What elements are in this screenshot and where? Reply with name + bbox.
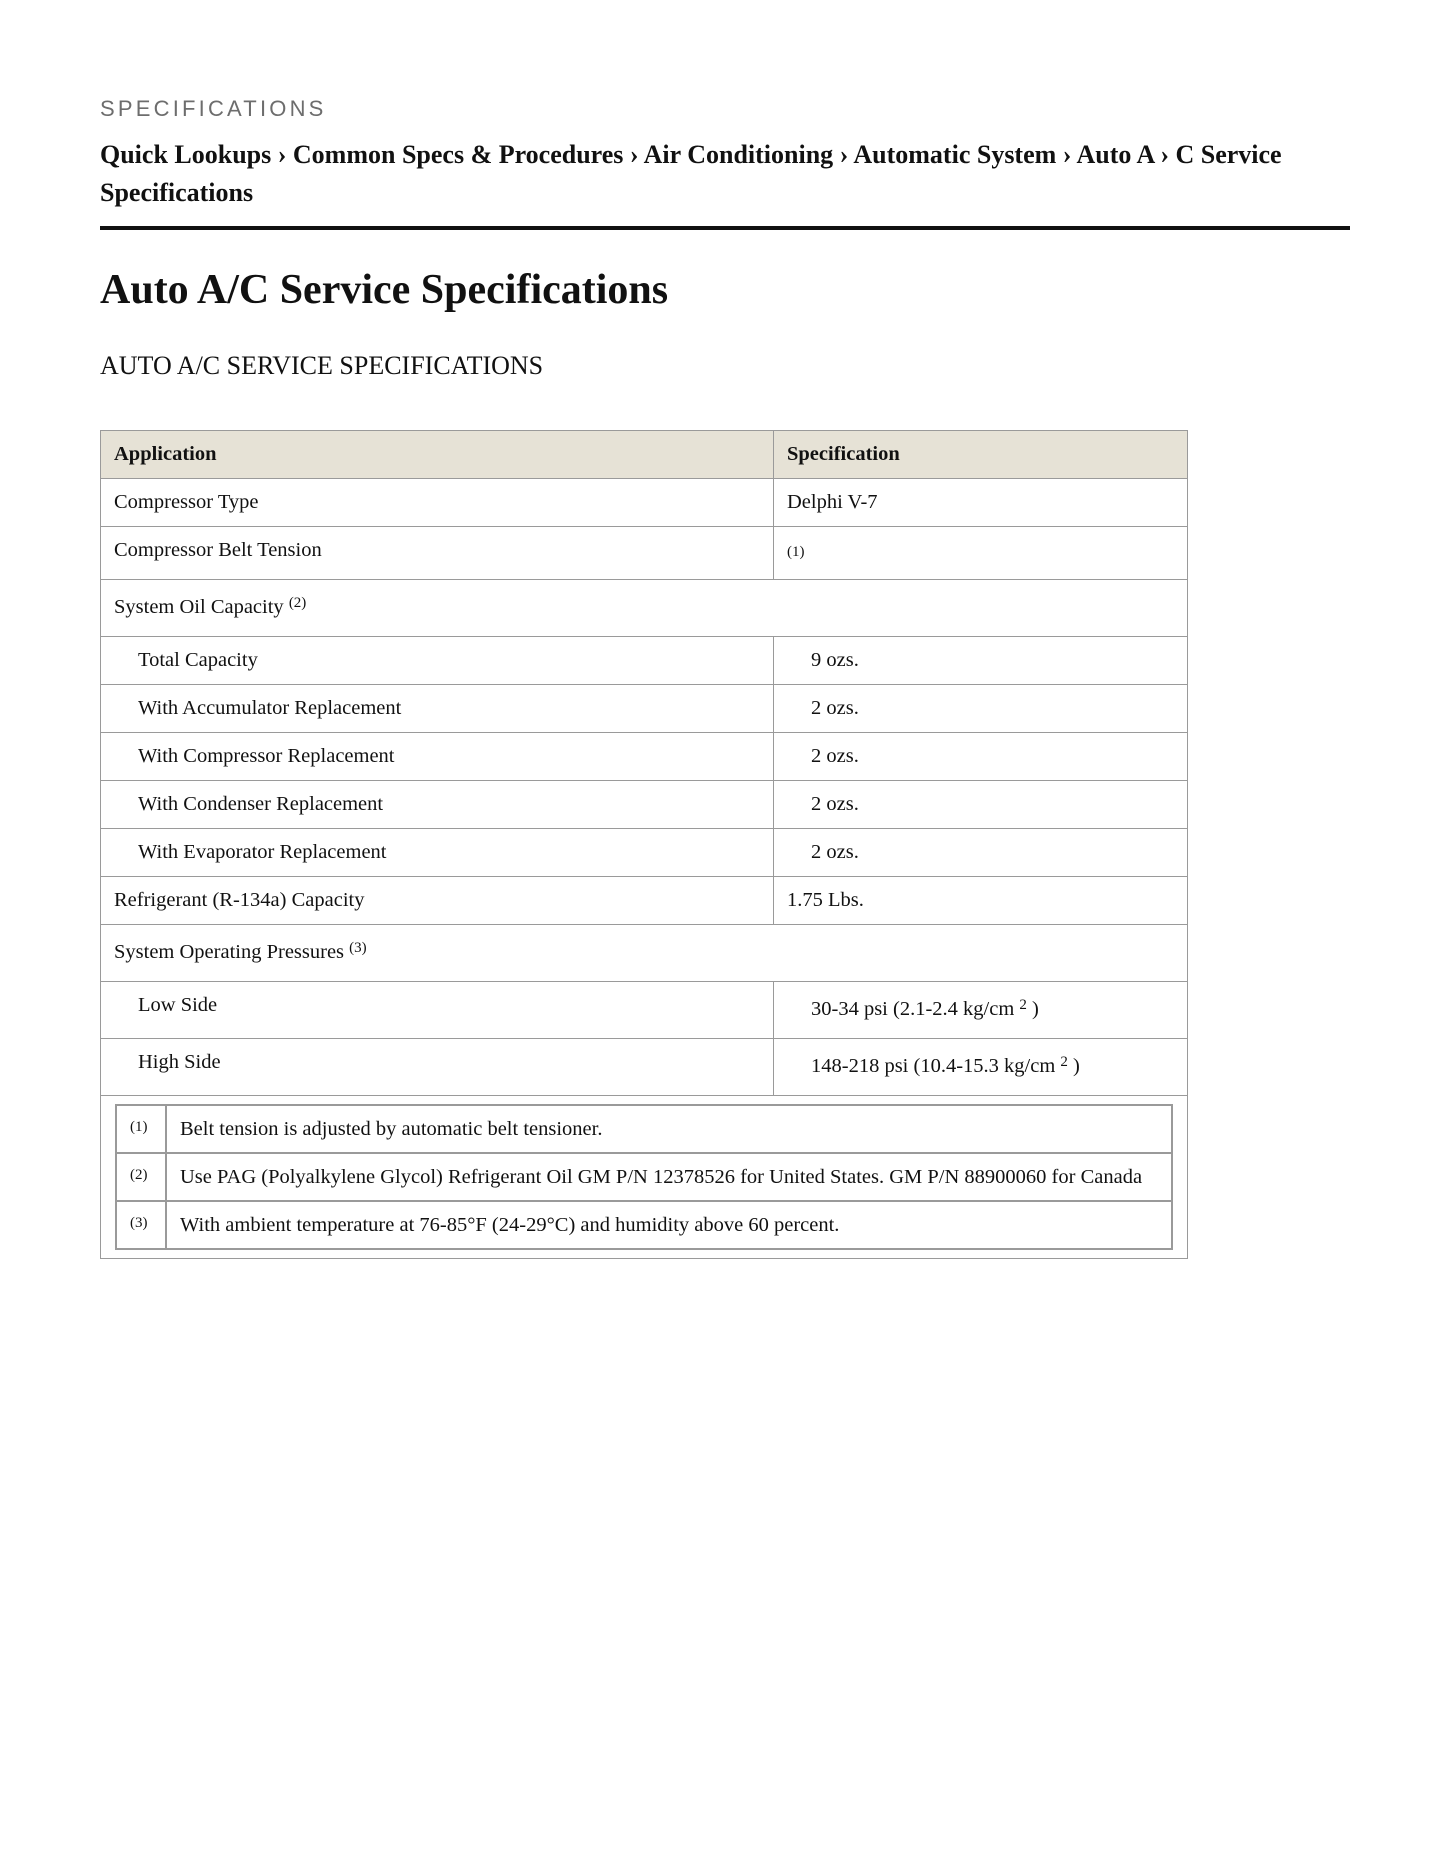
application-cell: With Evaporator Replacement: [101, 829, 774, 877]
footnote-ref: (3): [349, 940, 367, 956]
specification-cell: 2 ozs.: [774, 685, 1188, 733]
footnotes-table: [115, 1104, 1173, 1250]
group-heading-label: System Oil Capacity: [114, 596, 284, 618]
table-row: [101, 982, 1188, 1039]
breadcrumb: Quick Lookups › Common Specs & Procedures › Air Conditioning › Automatic System › Auto A › C Service Specifications: [100, 140, 1282, 207]
application-cell: Total Capacity: [101, 637, 774, 685]
specification-cell: 2 ozs.: [774, 733, 1188, 781]
section-kicker: SPECIFICATIONS: [100, 96, 327, 121]
footnote-marker: (2): [116, 1153, 166, 1201]
application-cell: With Condenser Replacement: [101, 781, 774, 829]
group-heading-cell: [101, 925, 1188, 982]
application-cell: Compressor Type: [101, 479, 774, 527]
table-row: [101, 637, 1188, 685]
application-cell: Compressor Belt Tension: [101, 527, 774, 580]
superscript: 2: [1060, 1054, 1068, 1070]
specification-cell: 1.75 Lbs.: [774, 877, 1188, 925]
group-heading-label: System Operating Pressures: [114, 941, 345, 963]
specification-cell: 2 ozs.: [774, 781, 1188, 829]
column-header-application: Application: [101, 431, 774, 479]
table-header-row: [101, 431, 1188, 479]
specification-cell: 2 ozs.: [774, 829, 1188, 877]
footnote-text: Belt tension is adjusted by automatic belt tensioner.: [166, 1105, 1172, 1153]
column-header-specification: Specification: [774, 431, 1188, 479]
footnote-row: [116, 1201, 1172, 1249]
application-cell: Refrigerant (R-134a) Capacity: [101, 877, 774, 925]
specification-cell: 9 ozs.: [774, 637, 1188, 685]
table-row: [101, 877, 1188, 925]
footnotes-cell: [101, 1096, 1188, 1259]
footnote-row: [116, 1105, 1172, 1153]
specification-cell: [774, 982, 1188, 1039]
spec-value: 30-34 psi (2.1-2.4 kg/cm: [811, 998, 1015, 1020]
application-cell: With Accumulator Replacement: [101, 685, 774, 733]
table-row: [101, 1039, 1188, 1096]
spec-value-end: ): [1032, 998, 1039, 1020]
page-title: Auto A/C Service Specifications: [100, 267, 669, 313]
footnote-marker: (3): [116, 1201, 166, 1249]
table-row: [101, 733, 1188, 781]
table-group-row: [101, 580, 1188, 637]
spec-value-end: ): [1073, 1055, 1080, 1077]
specification-cell: [774, 1039, 1188, 1096]
specification-cell: [774, 527, 1188, 580]
footnote-marker: (1): [116, 1105, 166, 1153]
footnote-text: With ambient temperature at 76-85°F (24-29°C) and humidity above 60 percent.: [166, 1201, 1172, 1249]
application-cell: Low Side: [101, 982, 774, 1039]
application-cell: High Side: [101, 1039, 774, 1096]
table-row: [101, 829, 1188, 877]
footnotes-row: [101, 1096, 1188, 1259]
specification-cell: Delphi V-7: [774, 479, 1188, 527]
table-row: [101, 479, 1188, 527]
superscript: 2: [1019, 997, 1027, 1013]
header-divider: [100, 226, 1350, 230]
table-row: [101, 781, 1188, 829]
footnote-ref: (2): [288, 595, 307, 611]
footnote-text: Use PAG (Polyalkylene Glycol) Refrigerant Oil GM P/N 12378526 for United States. GM P/N 88900060 for Canada: [166, 1153, 1172, 1201]
table-row: [101, 527, 1188, 580]
page-subtitle: AUTO A/C SERVICE SPECIFICATIONS: [100, 351, 544, 380]
spec-value: 148-218 psi (10.4-15.3 kg/cm: [811, 1055, 1056, 1077]
table-row: [101, 685, 1188, 733]
footnote-ref: (1): [787, 544, 805, 560]
application-cell: With Compressor Replacement: [101, 733, 774, 781]
spec-table: [100, 430, 1188, 1259]
table-group-row: [101, 925, 1188, 982]
footnote-row: [116, 1153, 1172, 1201]
group-heading-cell: [101, 580, 1188, 637]
